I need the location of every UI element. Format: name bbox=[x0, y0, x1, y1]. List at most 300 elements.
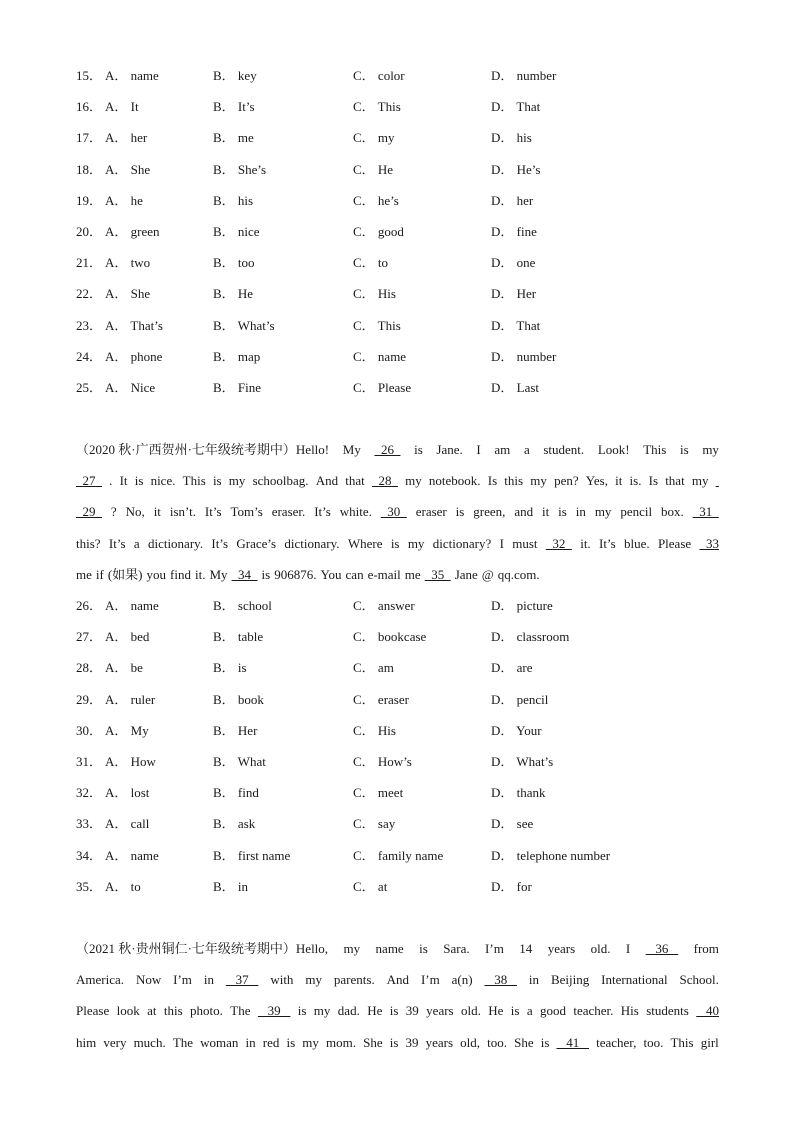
option-b: B． key bbox=[213, 68, 257, 83]
option-a: A． bed bbox=[105, 629, 150, 645]
option-d: D． see bbox=[491, 816, 534, 832]
passage-word: Tom’s bbox=[230, 504, 263, 520]
passage-word: a bbox=[523, 442, 530, 457]
passage-word: ? bbox=[110, 504, 117, 520]
blank-number: 29 bbox=[76, 504, 102, 520]
passage-word: parents. bbox=[333, 972, 375, 988]
option-a: A． ruler bbox=[105, 691, 156, 707]
question-number: 32． bbox=[76, 785, 103, 801]
passage-word: He bbox=[367, 1003, 383, 1019]
option-b: B． What bbox=[213, 753, 266, 769]
passage-word: blue. bbox=[623, 535, 650, 551]
passage-line bbox=[76, 565, 719, 596]
blank-number: 39 bbox=[257, 1003, 291, 1019]
option-c: C． to bbox=[353, 255, 389, 271]
option-d: D． are bbox=[491, 660, 533, 676]
passage-word: my bbox=[305, 972, 322, 988]
passage-line bbox=[76, 1033, 719, 1064]
passage-word: red bbox=[262, 1034, 280, 1050]
option-a: A． It bbox=[105, 99, 139, 115]
blank-number bbox=[716, 471, 719, 491]
passage-word: this bbox=[504, 473, 524, 489]
passage-word: International bbox=[601, 972, 668, 988]
passage-word: it bbox=[153, 504, 161, 520]
passage-word: must bbox=[512, 535, 538, 551]
option-c: C． meet bbox=[353, 785, 404, 801]
option-a: A． How bbox=[105, 753, 156, 769]
passage-word: my bbox=[691, 473, 709, 489]
passage-word: white. bbox=[339, 504, 372, 520]
question-number: 22． bbox=[76, 286, 103, 302]
passage-word: You bbox=[320, 566, 342, 582]
question-row bbox=[76, 877, 726, 908]
passage-word: in bbox=[245, 1034, 256, 1050]
passage-word: dictionary. bbox=[284, 535, 340, 551]
passage-word: box. bbox=[661, 504, 684, 520]
question-row bbox=[76, 191, 726, 222]
option-a: A． lost bbox=[105, 785, 150, 801]
option-d: D． What’s bbox=[491, 753, 554, 769]
passage-word: And bbox=[315, 473, 339, 489]
passage-word: It’s bbox=[314, 504, 331, 520]
passage-word: It bbox=[119, 473, 128, 489]
passage-word: eraser. bbox=[271, 504, 306, 520]
passage-word: is bbox=[389, 1003, 399, 1019]
question-row bbox=[76, 378, 726, 409]
question-row bbox=[76, 160, 726, 191]
passage-word: is bbox=[414, 442, 423, 457]
option-c: C． This bbox=[353, 99, 401, 115]
passage-word: my bbox=[702, 442, 719, 457]
question-row bbox=[76, 658, 726, 689]
option-d: D． He’s bbox=[491, 161, 541, 177]
question-number: 21． bbox=[76, 255, 103, 271]
passage-word: My bbox=[209, 566, 228, 582]
option-c: C． name bbox=[353, 348, 407, 364]
passage-word: . bbox=[109, 473, 113, 489]
question-row bbox=[76, 596, 726, 627]
question-number: 17． bbox=[76, 130, 103, 146]
question-number: 29． bbox=[76, 691, 103, 707]
passage-word: notebook. bbox=[428, 473, 481, 489]
passage-word: my bbox=[313, 1003, 331, 1019]
passage-word: She bbox=[363, 1034, 383, 1050]
passage-word: Yes, bbox=[585, 473, 608, 489]
passage-word: name bbox=[375, 941, 404, 956]
question-row bbox=[76, 284, 726, 315]
passage-word: him bbox=[76, 1034, 97, 1050]
option-d: D． for bbox=[491, 878, 532, 894]
passage-word: this bbox=[163, 1003, 183, 1019]
option-a: A． name bbox=[105, 847, 159, 863]
question-number: 27． bbox=[76, 629, 103, 645]
passage-word: It’s bbox=[211, 535, 229, 551]
passage-word: Is bbox=[648, 473, 659, 489]
passage-word: Beijing bbox=[550, 972, 590, 988]
passage-word: Grace’s bbox=[236, 535, 277, 551]
passage-word: my bbox=[407, 535, 425, 551]
option-c: C． He bbox=[353, 161, 394, 177]
passage-word: is bbox=[390, 535, 400, 551]
blank-number: 38 bbox=[484, 972, 517, 988]
passage-word: 14 bbox=[519, 941, 533, 956]
passage-word: if bbox=[95, 566, 104, 582]
option-b: B． is bbox=[213, 660, 247, 676]
passage-word: my bbox=[343, 941, 361, 956]
passage-word: is bbox=[134, 473, 144, 489]
passage-word: She bbox=[514, 1034, 534, 1050]
passage-word: (如果) bbox=[107, 566, 143, 582]
blank-number: 40 bbox=[696, 1003, 719, 1019]
passage-word: in bbox=[528, 972, 540, 988]
passage-word: am bbox=[494, 442, 511, 457]
option-b: B． It’s bbox=[213, 99, 255, 115]
passage-word: 39 bbox=[405, 1034, 419, 1050]
option-d: D． telephone number bbox=[491, 847, 611, 863]
passage-word: qq.com. bbox=[497, 566, 540, 582]
passage-line bbox=[76, 970, 719, 1001]
passage-word: it bbox=[615, 473, 623, 489]
passage-word: my bbox=[594, 504, 612, 520]
passage-word: old. bbox=[590, 941, 611, 956]
passage-word: He bbox=[488, 1003, 504, 1019]
passage-word: good bbox=[539, 1003, 566, 1019]
passage-word: dictionary? bbox=[432, 535, 492, 551]
passage-word: it bbox=[542, 504, 550, 520]
option-a: A． name bbox=[105, 68, 159, 83]
question-row bbox=[76, 627, 726, 658]
passage-word: years bbox=[426, 1003, 454, 1019]
option-b: B． What’s bbox=[213, 317, 275, 333]
passage-word: a bbox=[526, 1003, 533, 1019]
passage-word: is bbox=[558, 504, 567, 520]
passage-word: Now bbox=[135, 972, 162, 988]
option-a: A． two bbox=[105, 255, 151, 271]
passage-word: student. bbox=[543, 442, 585, 457]
passage-word: old. bbox=[460, 1003, 481, 1019]
passage-line bbox=[76, 471, 719, 502]
passage-word: my bbox=[228, 473, 246, 489]
passage-word: is bbox=[680, 442, 689, 457]
option-c: C． good bbox=[353, 223, 404, 239]
passage-word: nice. bbox=[150, 473, 176, 489]
passage-word: woman bbox=[200, 1034, 239, 1050]
option-a: A． he bbox=[105, 192, 143, 208]
passage-word: can bbox=[345, 566, 364, 582]
passage-word: years bbox=[425, 1034, 454, 1050]
option-a: A． her bbox=[105, 130, 148, 146]
blank-number: 30 bbox=[380, 504, 407, 520]
option-c: C． color bbox=[353, 68, 405, 83]
option-d: D． pencil bbox=[491, 691, 549, 707]
passage-word: it. bbox=[194, 566, 206, 582]
passage-word: find bbox=[170, 566, 191, 582]
passage-line bbox=[76, 939, 719, 970]
option-d: D． number bbox=[491, 68, 557, 83]
passage-word: 39 bbox=[405, 1003, 419, 1019]
passage-word: @ bbox=[481, 566, 494, 582]
passage-word: in bbox=[203, 972, 214, 988]
option-b: B． me bbox=[213, 130, 254, 146]
passage-word: School. bbox=[679, 972, 719, 988]
option-d: D． number bbox=[491, 348, 557, 364]
question-number: 15． bbox=[76, 68, 103, 83]
passage-word: years bbox=[547, 941, 576, 956]
option-a: A． call bbox=[105, 816, 150, 832]
passage-word: pencil bbox=[620, 504, 653, 520]
passage-line bbox=[76, 440, 719, 471]
option-c: C． say bbox=[353, 816, 396, 832]
passage-word: me bbox=[76, 566, 92, 582]
passage-word: isn’t. bbox=[169, 504, 196, 520]
passage-line bbox=[76, 1001, 719, 1032]
option-b: B． in bbox=[213, 878, 249, 894]
passage-word: students bbox=[646, 1003, 689, 1019]
passage-word: eraser bbox=[415, 504, 447, 520]
passage-word: is bbox=[389, 1034, 399, 1050]
question-row bbox=[76, 347, 726, 378]
passage-line bbox=[76, 534, 719, 565]
question-number: 31． bbox=[76, 753, 103, 769]
blank-number: 34 bbox=[231, 566, 258, 582]
passage-word: His bbox=[620, 1003, 639, 1019]
question-number: 19． bbox=[76, 192, 103, 208]
passage-word: me bbox=[404, 566, 421, 582]
option-c: C． at bbox=[353, 878, 388, 894]
passage-word: old, bbox=[460, 1034, 481, 1050]
passage-word: 906876. bbox=[274, 566, 317, 582]
question-number: 28． bbox=[76, 660, 103, 676]
passage-word: This bbox=[643, 442, 667, 457]
passage-word: is bbox=[261, 566, 271, 582]
question-number: 26． bbox=[76, 598, 103, 613]
passage-word: my bbox=[530, 473, 547, 489]
option-d: D． picture bbox=[491, 598, 553, 613]
question-number: 20． bbox=[76, 223, 103, 239]
passage-word: I bbox=[499, 535, 504, 551]
option-c: C． Please bbox=[353, 379, 412, 395]
option-c: C． family name bbox=[353, 847, 444, 863]
passage-word: very bbox=[103, 1034, 127, 1050]
passage-word: Jane bbox=[454, 566, 478, 582]
option-a: A． phone bbox=[105, 348, 163, 364]
question-row bbox=[76, 814, 726, 845]
option-a: A． Nice bbox=[105, 379, 156, 395]
question-row bbox=[76, 222, 726, 253]
option-c: C． answer bbox=[353, 598, 415, 613]
question-number: 18． bbox=[76, 161, 103, 177]
question-number: 23． bbox=[76, 317, 103, 333]
passage-word: mom. bbox=[326, 1034, 356, 1050]
option-a: A． be bbox=[105, 660, 143, 676]
passage-word: is bbox=[419, 941, 428, 956]
passage-word: is. bbox=[629, 473, 642, 489]
section2-questions bbox=[76, 596, 726, 908]
blank-number: 41 bbox=[556, 1034, 589, 1050]
passage-word: it. bbox=[580, 535, 591, 551]
blank-number: 32 bbox=[545, 535, 572, 551]
passage-word: （2020 秋·广西贺州·七年级统考期中）Hello! bbox=[76, 442, 330, 457]
passage-word: Look! bbox=[597, 442, 630, 457]
option-a: A． That’s bbox=[105, 317, 163, 333]
option-b: B． She’s bbox=[213, 161, 267, 177]
question-row bbox=[76, 846, 726, 877]
option-d: D． Your bbox=[491, 722, 542, 738]
option-c: C． His bbox=[353, 286, 396, 302]
option-d: D． Her bbox=[491, 286, 537, 302]
passage-word: It’s bbox=[599, 535, 616, 551]
passage-word: It’s bbox=[204, 504, 222, 520]
option-c: C． he’s bbox=[353, 192, 399, 208]
option-b: B． his bbox=[213, 192, 254, 208]
question-number: 34． bbox=[76, 847, 103, 863]
option-b: B． map bbox=[213, 348, 261, 364]
passage-word: I’m bbox=[420, 972, 440, 988]
passage-word: this? bbox=[76, 535, 101, 551]
passage-word: is bbox=[510, 1003, 520, 1019]
option-a: A． My bbox=[105, 722, 149, 738]
option-c: C． eraser bbox=[353, 691, 409, 707]
option-c: C． bookcase bbox=[353, 629, 427, 645]
option-b: B． book bbox=[213, 691, 264, 707]
option-a: A． green bbox=[105, 223, 160, 239]
option-c: C． my bbox=[353, 130, 395, 146]
option-d: D． classroom bbox=[491, 629, 570, 645]
question-row bbox=[76, 316, 726, 347]
passage-word: teacher. bbox=[573, 1003, 614, 1019]
option-d: D． thank bbox=[491, 785, 546, 801]
passage-word: I bbox=[476, 442, 481, 457]
question-number: 33． bbox=[76, 816, 103, 832]
passage-word: much. bbox=[133, 1034, 166, 1050]
passage-word: that bbox=[345, 473, 365, 489]
passage-word: dad. bbox=[337, 1003, 360, 1019]
passage-word: No, bbox=[125, 504, 145, 520]
blank-number: 37 bbox=[225, 972, 259, 988]
passage-word: The bbox=[172, 1034, 194, 1050]
blank-number: 31 bbox=[692, 504, 719, 520]
passage-word: America. bbox=[76, 972, 125, 988]
passage-word: is bbox=[212, 473, 222, 489]
passage-word: in bbox=[575, 504, 586, 520]
passage-word: This bbox=[182, 473, 206, 489]
option-a: A． She bbox=[105, 286, 151, 302]
question-number: 30． bbox=[76, 722, 103, 738]
option-b: B． school bbox=[213, 598, 272, 613]
option-d: D． one bbox=[491, 255, 536, 271]
passage-word: And bbox=[386, 972, 410, 988]
option-c: C． This bbox=[353, 317, 401, 333]
option-a: A． She bbox=[105, 161, 151, 177]
question-row bbox=[76, 66, 726, 97]
blank-number: 35 bbox=[424, 566, 451, 582]
passage-word: is bbox=[297, 1003, 307, 1019]
passage-word: with bbox=[270, 972, 294, 988]
passage-word: Sara. bbox=[443, 941, 470, 956]
passage-word: Where bbox=[347, 535, 383, 551]
passage-word: my bbox=[302, 1034, 319, 1050]
passage-word: look bbox=[116, 1003, 140, 1019]
passage-word: The bbox=[230, 1003, 251, 1019]
passage-line bbox=[76, 502, 719, 533]
question-row bbox=[76, 783, 726, 814]
passage-word: pen? bbox=[554, 473, 579, 489]
blank-number: 27 bbox=[76, 473, 102, 489]
question-row bbox=[76, 128, 726, 159]
passage-word: I’m bbox=[485, 941, 504, 956]
passage-word: you bbox=[146, 566, 167, 582]
passage-word: Is bbox=[487, 473, 498, 489]
passage-word: too. bbox=[487, 1034, 507, 1050]
passage-word: is bbox=[455, 504, 465, 520]
passage-word: a bbox=[133, 535, 140, 551]
passage-word: is bbox=[540, 1034, 550, 1050]
passage-word: My bbox=[342, 442, 361, 457]
option-b: B． too bbox=[213, 255, 255, 271]
passage-word: （2021 秋·贵州铜仁·七年级统考期中）Hello, bbox=[76, 941, 329, 956]
option-d: D． his bbox=[491, 130, 532, 146]
blank-number: 26 bbox=[374, 442, 401, 457]
section2-passage bbox=[76, 440, 719, 596]
passage-word: Please bbox=[76, 1003, 110, 1019]
option-d: D． That bbox=[491, 317, 541, 333]
passage-word: too. bbox=[643, 1034, 664, 1050]
passage-word: I’m bbox=[173, 972, 192, 988]
blank-number: 36 bbox=[645, 941, 679, 956]
question-number: 25． bbox=[76, 379, 103, 395]
passage-word: dictionary. bbox=[147, 535, 204, 551]
passage-word: It’s bbox=[108, 535, 126, 551]
section3-passage bbox=[76, 939, 719, 1064]
option-d: D． fine bbox=[491, 223, 537, 239]
question-number: 16． bbox=[76, 99, 103, 115]
passage-word: a(n) bbox=[451, 972, 473, 988]
question-row bbox=[76, 253, 726, 284]
option-d: D． her bbox=[491, 192, 534, 208]
option-b: B． table bbox=[213, 629, 264, 645]
passage-word: that bbox=[665, 473, 685, 489]
option-b: B． first name bbox=[213, 847, 291, 863]
passage-word: girl bbox=[700, 1034, 719, 1050]
passage-word: at bbox=[147, 1003, 157, 1019]
option-a: A． name bbox=[105, 598, 159, 613]
passage-word: schoolbag. bbox=[252, 473, 309, 489]
option-c: C． His bbox=[353, 722, 396, 738]
option-b: B． He bbox=[213, 286, 254, 302]
passage-word: from bbox=[693, 941, 719, 956]
option-b: B． Her bbox=[213, 722, 258, 738]
section1-questions bbox=[76, 66, 726, 409]
question-row bbox=[76, 690, 726, 721]
question-number: 35． bbox=[76, 878, 103, 894]
option-a: A． to bbox=[105, 878, 141, 894]
passage-word: photo. bbox=[190, 1003, 223, 1019]
question-row bbox=[76, 721, 726, 752]
option-d: D． Last bbox=[491, 379, 540, 395]
option-b: B． nice bbox=[213, 223, 260, 239]
passage-word: e-mail bbox=[367, 566, 401, 582]
option-c: C． am bbox=[353, 660, 394, 676]
question-row bbox=[76, 97, 726, 128]
option-b: B． Fine bbox=[213, 379, 262, 395]
passage-word: I bbox=[625, 941, 631, 956]
passage-word: Please bbox=[657, 535, 692, 551]
passage-word: This bbox=[670, 1034, 694, 1050]
blank-number: 33 bbox=[699, 535, 719, 551]
option-b: B． ask bbox=[213, 816, 256, 832]
question-number: 24． bbox=[76, 348, 103, 364]
passage-word: green, bbox=[473, 504, 506, 520]
